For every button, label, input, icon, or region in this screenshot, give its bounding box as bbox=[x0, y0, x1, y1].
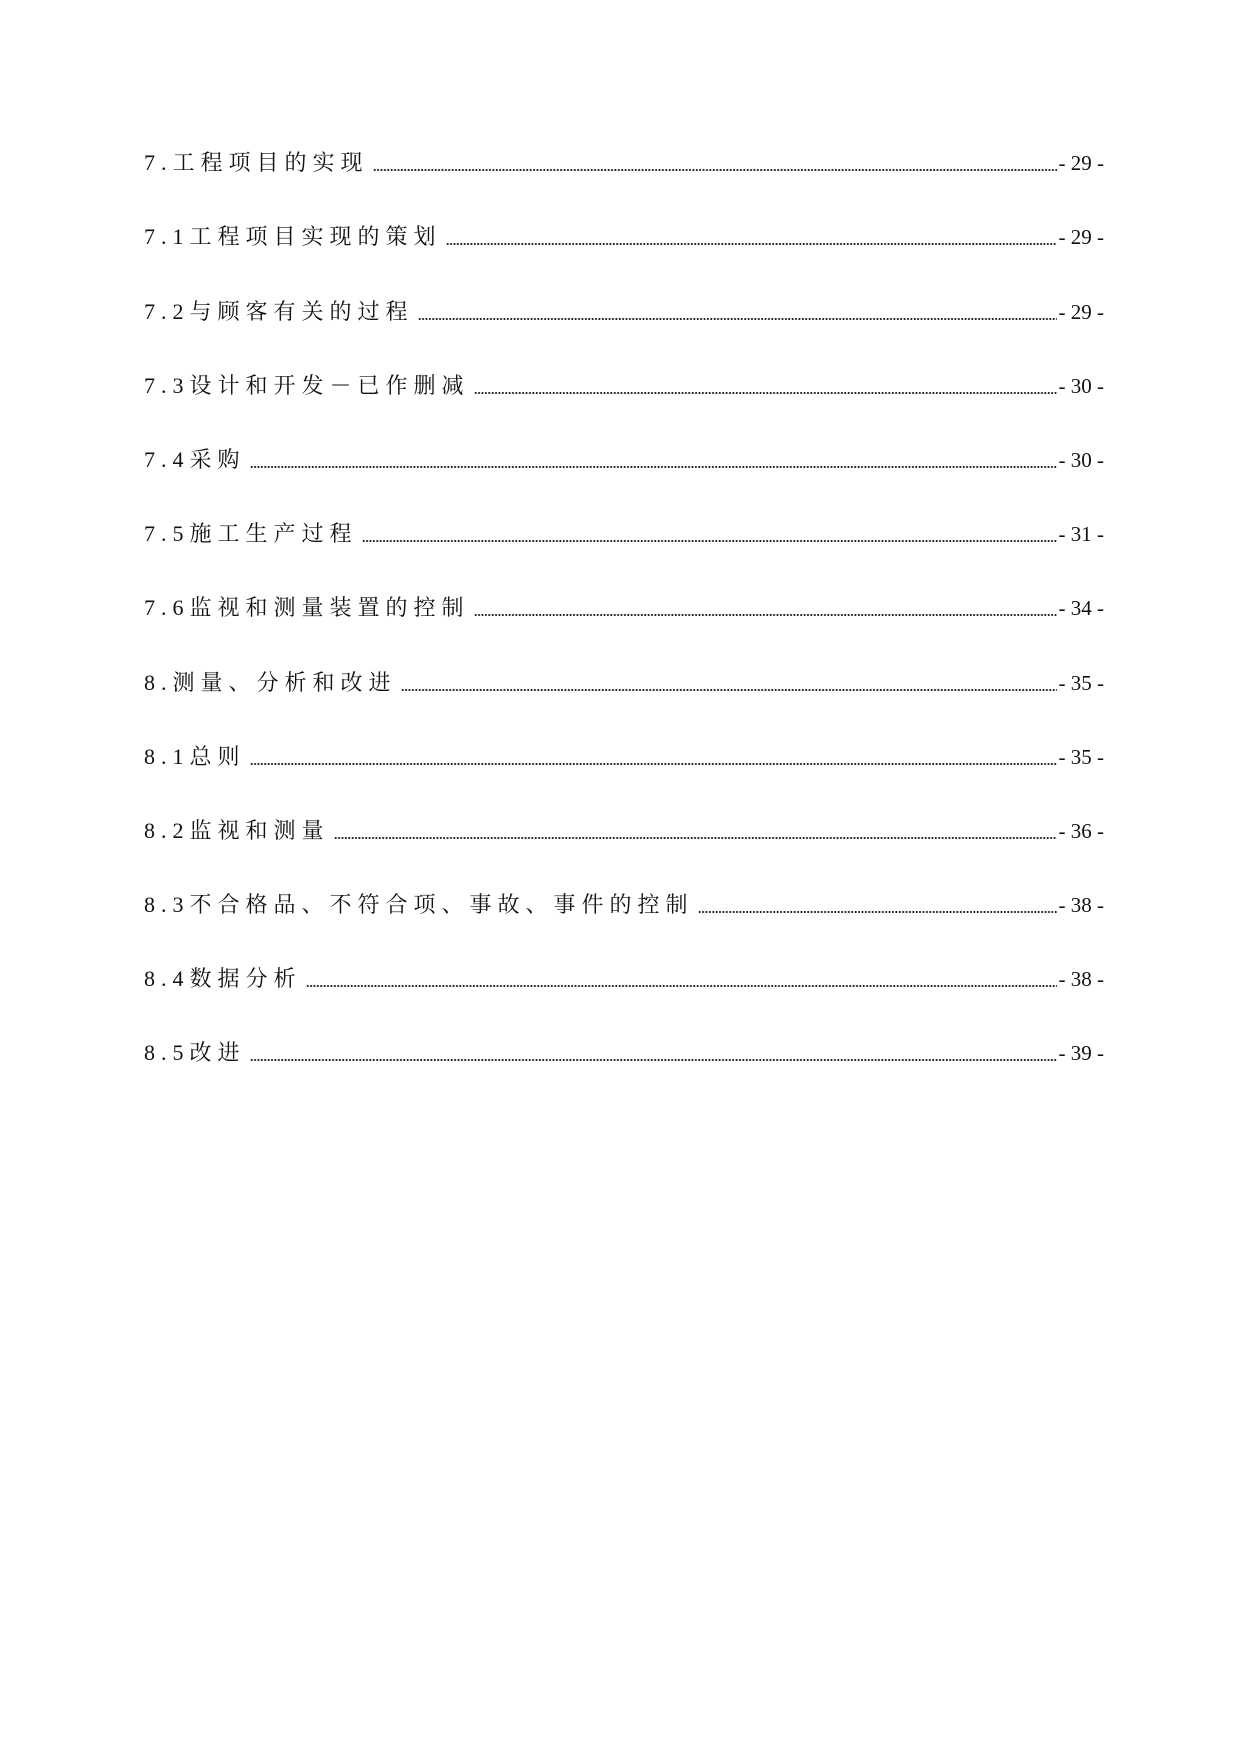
toc-entry bbox=[144, 846, 1104, 920]
toc-entry bbox=[144, 327, 1104, 401]
toc-entry-title: 7.5施工生产过程 bbox=[144, 521, 358, 547]
toc-entry-page: - 29 - bbox=[1058, 151, 1104, 176]
toc-entry-title: 8.3不合格品、不符合项、事故、事件的控制 bbox=[144, 892, 694, 918]
toc-entry bbox=[144, 549, 1104, 623]
dot-leader bbox=[250, 1054, 1057, 1062]
dot-leader bbox=[362, 535, 1057, 543]
toc-entry-page: - 35 - bbox=[1058, 744, 1104, 769]
dot-leader bbox=[373, 164, 1057, 172]
dot-leader bbox=[334, 832, 1057, 840]
toc-entry-page: - 30 - bbox=[1058, 373, 1104, 398]
toc-entry-title: 7.4采购 bbox=[144, 446, 246, 472]
table-of-contents bbox=[144, 104, 1104, 1068]
toc-entry bbox=[144, 252, 1104, 326]
dot-leader bbox=[474, 609, 1057, 617]
toc-entry-title: 7.6监视和测量装置的控制 bbox=[144, 595, 470, 621]
toc-entry bbox=[144, 772, 1104, 846]
toc-entry bbox=[144, 623, 1104, 697]
toc-entry bbox=[144, 401, 1104, 475]
dot-leader bbox=[446, 238, 1057, 246]
toc-entry bbox=[144, 178, 1104, 252]
toc-entry-title: 8.2监视和测量 bbox=[144, 817, 330, 843]
toc-entry bbox=[144, 920, 1104, 994]
toc-entry-title: 7.2与顾客有关的过程 bbox=[144, 298, 414, 324]
toc-entry-title: 8.测量、分析和改进 bbox=[144, 669, 397, 695]
dot-leader bbox=[306, 980, 1057, 988]
dot-leader bbox=[418, 313, 1057, 321]
toc-entry bbox=[144, 994, 1104, 1068]
toc-entry-page: - 38 - bbox=[1058, 967, 1104, 992]
dot-leader bbox=[250, 461, 1057, 469]
toc-entry-title: 8.1总则 bbox=[144, 743, 246, 769]
toc-entry-page: - 31 - bbox=[1058, 522, 1104, 547]
toc-entry bbox=[144, 475, 1104, 549]
toc-entry-page: - 35 - bbox=[1058, 670, 1104, 695]
toc-entry-title: 7.3设计和开发－已作删减 bbox=[144, 372, 470, 398]
toc-entry-title: 7.工程项目的实现 bbox=[144, 150, 369, 176]
toc-entry bbox=[144, 698, 1104, 772]
toc-entry-title: 7.1工程项目实现的策划 bbox=[144, 224, 442, 250]
toc-entry-page: - 34 - bbox=[1058, 596, 1104, 621]
dot-leader bbox=[474, 387, 1057, 395]
dot-leader bbox=[698, 906, 1057, 914]
toc-entry-page: - 29 - bbox=[1058, 225, 1104, 250]
dot-leader bbox=[401, 684, 1057, 692]
toc-entry-page: - 39 - bbox=[1058, 1041, 1104, 1066]
toc-entry-page: - 30 - bbox=[1058, 447, 1104, 472]
toc-entry-title: 8.5改进 bbox=[144, 1040, 246, 1066]
toc-entry-page: - 36 - bbox=[1058, 818, 1104, 843]
toc-entry-title: 8.4数据分析 bbox=[144, 966, 302, 992]
toc-entry-page: - 29 - bbox=[1058, 299, 1104, 324]
toc-entry bbox=[144, 104, 1104, 178]
dot-leader bbox=[250, 758, 1057, 766]
toc-entry-page: - 38 - bbox=[1058, 893, 1104, 918]
